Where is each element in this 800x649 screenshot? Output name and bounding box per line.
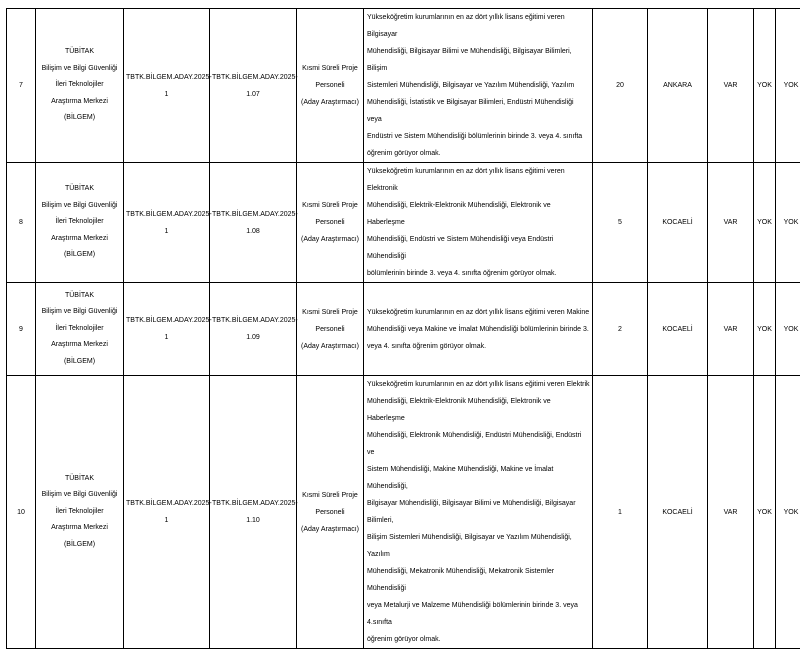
description-line: Mühendisliği, Elektronik Mühendisliği, Endüstri Mühendisliği, Endüstri ve — [367, 427, 590, 461]
institution-line: TÜBİTAK — [38, 44, 121, 61]
institution-line: Bilişim ve Bilgi Güvenliği — [38, 61, 121, 78]
institution-line: Araştırma Merkezi — [38, 337, 121, 354]
position-line: Personeli — [299, 77, 361, 94]
institution-cell — [36, 163, 124, 283]
code1-line: 1 — [126, 86, 207, 103]
row-number: 8 — [7, 163, 36, 283]
position-line: Kısmi Süreli Proje — [299, 304, 361, 321]
description-line: Sistem Mühendisliği, Makine Mühendisliği, Makine ve İmalat Mühendisliği, — [367, 461, 590, 495]
table-body — [7, 9, 800, 649]
row-number: 9 — [7, 283, 36, 376]
institution-line: (BİLGEM) — [38, 247, 121, 264]
requirement-3-cell: YOK — [776, 9, 800, 163]
code1-line: TBTK.BİLGEM.ADAY.2025- — [126, 206, 207, 223]
qualification-description-cell — [364, 376, 593, 649]
position-line: Kısmi Süreli Proje — [299, 487, 361, 504]
announcement-code-cell — [124, 163, 210, 283]
description-line: Mühendisliği, İstatistik ve Bilgisayar Bilimleri, Endüstri Mühendisliği veya — [367, 94, 590, 128]
positions-table — [6, 8, 800, 649]
institution-line: İleri Teknolojiler — [38, 321, 121, 338]
institution-cell — [36, 376, 124, 649]
code1-line: TBTK.BİLGEM.ADAY.2025- — [126, 495, 207, 512]
table-row — [7, 376, 800, 649]
code2-line: 1.10 — [212, 512, 294, 529]
code1-line: 1 — [126, 329, 207, 346]
description-line: Mühendisliği veya Makine ve İmalat Mühendisliği bölümlerinin birinde 3. — [367, 321, 590, 338]
code2-line: 1.08 — [212, 223, 294, 240]
city-cell: ANKARA — [648, 9, 708, 163]
description-line: Endüstri ve Sistem Mühendisliği bölümlerinin birinde 3. veya 4. sınıfta — [367, 128, 590, 145]
requirement-2-cell: YOK — [754, 163, 776, 283]
requirement-1-cell: VAR — [708, 376, 754, 649]
requirement-3-cell: YOK — [776, 283, 800, 376]
description-line: Yükseköğretim kurumlarının en az dört yıllık lisans eğitimi veren Bilgisayar — [367, 9, 590, 43]
institution-line: İleri Teknolojiler — [38, 214, 121, 231]
table-row — [7, 9, 800, 163]
institution-line: TÜBİTAK — [38, 181, 121, 198]
position-count-cell: 5 — [593, 163, 648, 283]
institution-line: Araştırma Merkezi — [38, 231, 121, 248]
description-line: Yükseköğretim kurumlarının en az dört yıllık lisans eğitimi veren Makine — [367, 304, 590, 321]
code2-line: 1.07 — [212, 86, 294, 103]
description-line: öğrenim görüyor olmak. — [367, 145, 590, 162]
description-line: Mühendisliği, Mekatronik Mühendisliği, Mekatronik Sistemler Mühendisliği — [367, 563, 590, 597]
city-cell: KOCAELİ — [648, 163, 708, 283]
row-number: 10 — [7, 376, 36, 649]
description-line: Mühendisliği, Endüstri ve Sistem Mühendisliği veya Endüstri Mühendisliği — [367, 231, 590, 265]
institution-line: Araştırma Merkezi — [38, 520, 121, 537]
requirement-3-cell: YOK — [776, 163, 800, 283]
requirement-1-cell: VAR — [708, 9, 754, 163]
position-title-cell — [297, 283, 364, 376]
requirement-2-cell: YOK — [754, 376, 776, 649]
description-line: veya Metalurji ve Malzeme Mühendisliği bölümlerinin birinde 3. veya 4.sınıfta — [367, 597, 590, 631]
code1-line: 1 — [126, 223, 207, 240]
institution-line: Araştırma Merkezi — [38, 94, 121, 111]
qualification-description-cell — [364, 283, 593, 376]
institution-line: (BİLGEM) — [38, 110, 121, 127]
position-title-cell — [297, 163, 364, 283]
position-line: (Aday Araştırmacı) — [299, 338, 361, 355]
code2-line: TBTK.BİLGEM.ADAY.2025- — [212, 69, 294, 86]
description-line: Mühendisliği, Elektrik-Elektronik Mühendisliği, Elektronik ve Haberleşme — [367, 393, 590, 427]
position-line: (Aday Araştırmacı) — [299, 231, 361, 248]
requirement-3-cell: YOK — [776, 376, 800, 649]
institution-line: TÜBİTAK — [38, 471, 121, 488]
table-row — [7, 283, 800, 376]
institution-line: TÜBİTAK — [38, 288, 121, 305]
code1-line: TBTK.BİLGEM.ADAY.2025- — [126, 69, 207, 86]
position-count-cell: 2 — [593, 283, 648, 376]
institution-line: Bilişim ve Bilgi Güvenliği — [38, 304, 121, 321]
qualification-description-cell — [364, 163, 593, 283]
position-line: Personeli — [299, 321, 361, 338]
requirement-2-cell: YOK — [754, 9, 776, 163]
code2-line: TBTK.BİLGEM.ADAY.2025- — [212, 312, 294, 329]
code1-line: TBTK.BİLGEM.ADAY.2025- — [126, 312, 207, 329]
position-code-cell — [210, 163, 297, 283]
announcement-code-cell — [124, 376, 210, 649]
code2-line: TBTK.BİLGEM.ADAY.2025- — [212, 495, 294, 512]
institution-line: (BİLGEM) — [38, 354, 121, 371]
institution-line: İleri Teknolojiler — [38, 77, 121, 94]
position-title-cell — [297, 9, 364, 163]
position-line: Personeli — [299, 214, 361, 231]
position-code-cell — [210, 376, 297, 649]
description-line: veya 4. sınıfta öğrenim görüyor olmak. — [367, 338, 590, 355]
code2-line: TBTK.BİLGEM.ADAY.2025- — [212, 206, 294, 223]
description-line: bölümlerinin birinde 3. veya 4. sınıfta öğrenim görüyor olmak. — [367, 265, 590, 282]
announcement-code-cell — [124, 283, 210, 376]
position-code-cell — [210, 283, 297, 376]
description-line: Bilgisayar Mühendisliği, Bilgisayar Bilimi ve Mühendisliği, Bilgisayar Bilimleri, — [367, 495, 590, 529]
code2-line: 1.09 — [212, 329, 294, 346]
requirement-2-cell: YOK — [754, 283, 776, 376]
qualification-description-cell — [364, 9, 593, 163]
position-line: (Aday Araştırmacı) — [299, 94, 361, 111]
description-line: öğrenim görüyor olmak. — [367, 631, 590, 648]
code1-line: 1 — [126, 512, 207, 529]
city-cell: KOCAELİ — [648, 376, 708, 649]
institution-cell — [36, 283, 124, 376]
description-line: Mühendisliği, Elektrik-Elektronik Mühendisliği, Elektronik ve Haberleşme — [367, 197, 590, 231]
position-code-cell — [210, 9, 297, 163]
institution-cell — [36, 9, 124, 163]
table-row — [7, 163, 800, 283]
description-line: Sistemleri Mühendisliği, Bilgisayar ve Yazılım Mühendisliği, Yazılım — [367, 77, 590, 94]
institution-line: İleri Teknolojiler — [38, 504, 121, 521]
description-line: Mühendisliği, Bilgisayar Bilimi ve Mühendisliği, Bilgisayar Bilimleri, Bilişim — [367, 43, 590, 77]
requirement-1-cell: VAR — [708, 283, 754, 376]
city-cell: KOCAELİ — [648, 283, 708, 376]
institution-line: Bilişim ve Bilgi Güvenliği — [38, 198, 121, 215]
position-line: Personeli — [299, 504, 361, 521]
row-number: 7 — [7, 9, 36, 163]
description-line: Yükseköğretim kurumlarının en az dört yıllık lisans eğitimi veren Elektrik — [367, 376, 590, 393]
description-line: Yükseköğretim kurumlarının en az dört yıllık lisans eğitimi veren Elektronik — [367, 163, 590, 197]
description-line: Bilişim Sistemleri Mühendisliği, Bilgisayar ve Yazılım Mühendisliği, Yazılım — [367, 529, 590, 563]
requirement-1-cell: VAR — [708, 163, 754, 283]
position-line: (Aday Araştırmacı) — [299, 521, 361, 538]
institution-line: (BİLGEM) — [38, 537, 121, 554]
position-count-cell: 1 — [593, 376, 648, 649]
position-line: Kısmi Süreli Proje — [299, 60, 361, 77]
position-title-cell — [297, 376, 364, 649]
announcement-code-cell — [124, 9, 210, 163]
institution-line: Bilişim ve Bilgi Güvenliği — [38, 487, 121, 504]
position-line: Kısmi Süreli Proje — [299, 197, 361, 214]
position-count-cell: 20 — [593, 9, 648, 163]
